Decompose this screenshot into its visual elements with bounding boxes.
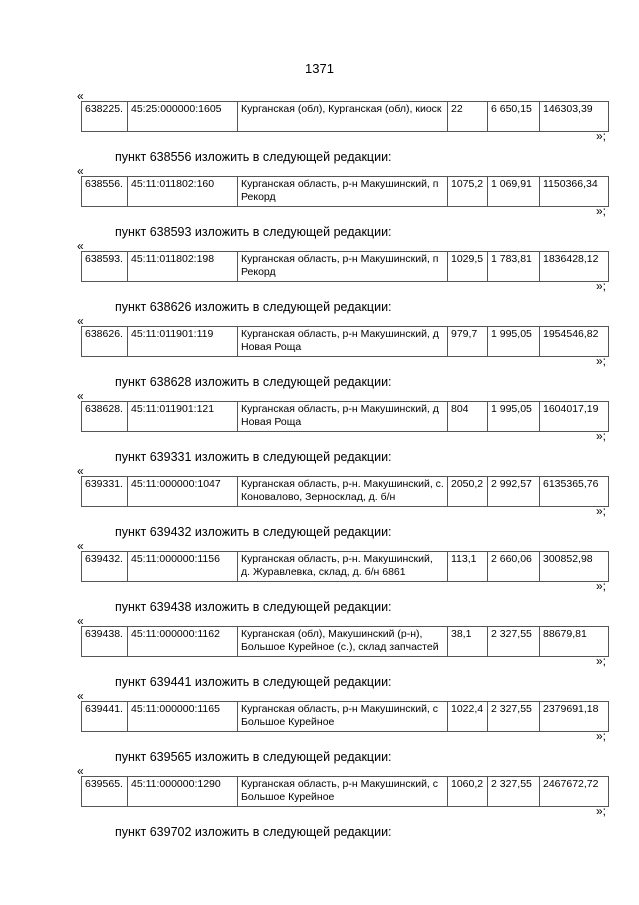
cadastral-value: 2379691,18: [540, 702, 609, 732]
cadastral-value: 1604017,19: [540, 402, 609, 432]
cadastral-value: 300852,98: [540, 552, 609, 582]
instruction-text: пункт 638556 изложить в следующей редакции:: [115, 150, 392, 164]
cadastral-value: 88679,81: [540, 627, 609, 657]
item-number: 639432.: [82, 552, 128, 582]
item-number: 638556.: [82, 177, 128, 207]
table-row: [82, 627, 609, 657]
entry-block: [0, 164, 639, 239]
item-number: 639438.: [82, 627, 128, 657]
cadastral-value: 6135365,76: [540, 477, 609, 507]
open-quote: «: [77, 464, 84, 478]
item-number: 639441.: [82, 702, 128, 732]
record-table: [81, 776, 609, 807]
address: Курганская область, р-н Макушинский, с Большое Курейное: [238, 702, 448, 732]
entry-block: [0, 539, 639, 614]
cadastral-number: 45:11:000000:1162: [128, 627, 238, 657]
area: 1029,5: [448, 252, 488, 282]
address: Курганская область, р-н Макушинский, д Новая Роща: [238, 327, 448, 357]
close-quote: »;: [596, 804, 607, 818]
rate: 1 069,91: [488, 177, 540, 207]
cadastral-number: 45:25:000000:1605: [128, 102, 238, 132]
close-quote: »;: [596, 429, 607, 443]
entry-block: [0, 239, 639, 314]
record-table: [81, 476, 609, 507]
cadastral-number: 45:11:011802:160: [128, 177, 238, 207]
close-quote: »;: [596, 729, 607, 743]
table-row: [82, 477, 609, 507]
entry-block: [0, 614, 639, 689]
area: 38,1: [448, 627, 488, 657]
open-quote: «: [77, 389, 84, 403]
record-table: [81, 626, 609, 657]
record-table: [81, 551, 609, 582]
open-quote: «: [77, 614, 84, 628]
item-number: 639565.: [82, 777, 128, 807]
page-number: 1371: [305, 61, 334, 76]
record-table: [81, 401, 609, 432]
open-quote: «: [77, 539, 84, 553]
cadastral-number: 45:11:011802:198: [128, 252, 238, 282]
cadastral-number: 45:11:000000:1047: [128, 477, 238, 507]
instruction-text: пункт 639702 изложить в следующей редакции:: [115, 825, 392, 839]
open-quote: «: [77, 689, 84, 703]
area: 804: [448, 402, 488, 432]
entry-block: [0, 389, 639, 464]
rate: 2 992,57: [488, 477, 540, 507]
close-quote: »;: [596, 279, 607, 293]
address: Курганская область, р-н Макушинский, д Новая Роща: [238, 402, 448, 432]
area: 1060,2: [448, 777, 488, 807]
instruction-text: пункт 639331 изложить в следующей редакции:: [115, 450, 392, 464]
cadastral-number: 45:11:000000:1165: [128, 702, 238, 732]
record-table: [81, 326, 609, 357]
instruction-text: пункт 638626 изложить в следующей редакции:: [115, 300, 392, 314]
address: Курганская (обл), Курганская (обл), киоск: [238, 102, 448, 132]
cadastral-value: 1836428,12: [540, 252, 609, 282]
cadastral-number: 45:11:011901:121: [128, 402, 238, 432]
item-number: 638225.: [82, 102, 128, 132]
instruction-text: пункт 639432 изложить в следующей редакции:: [115, 525, 392, 539]
rate: 2 327,55: [488, 702, 540, 732]
record-table: [81, 176, 609, 207]
address: Курганская область, р-н. Макушинский, с. Коновалово, Зерносклад, д. б/н: [238, 477, 448, 507]
record-table: [81, 701, 609, 732]
close-quote: »;: [596, 354, 607, 368]
table-row: [82, 252, 609, 282]
address: Курганская область, р-н Макушинский, п Рекорд: [238, 177, 448, 207]
item-number: 638628.: [82, 402, 128, 432]
area: 22: [448, 102, 488, 132]
cadastral-value: 2467672,72: [540, 777, 609, 807]
close-quote: »;: [596, 579, 607, 593]
record-table: [81, 251, 609, 282]
rate: 2 327,55: [488, 627, 540, 657]
close-quote: »;: [596, 129, 607, 143]
rate: 1 995,05: [488, 402, 540, 432]
cadastral-number: 45:11:000000:1156: [128, 552, 238, 582]
rate: 1 995,05: [488, 327, 540, 357]
close-quote: »;: [596, 204, 607, 218]
address: Курганская (обл), Макушинский (р-н), Большое Курейное (с.), склад запчастей: [238, 627, 448, 657]
entry-block: [0, 314, 639, 389]
address: Курганская область, р-н Макушинский, с Большое Курейное: [238, 777, 448, 807]
area: 113,1: [448, 552, 488, 582]
entry-block: [0, 89, 639, 164]
item-number: 638593.: [82, 252, 128, 282]
instruction-text: пункт 638628 изложить в следующей редакции:: [115, 375, 392, 389]
entry-block: [0, 764, 639, 839]
cadastral-value: 146303,39: [540, 102, 609, 132]
area: 979,7: [448, 327, 488, 357]
instruction-text: пункт 639441 изложить в следующей редакции:: [115, 675, 392, 689]
rate: 6 650,15: [488, 102, 540, 132]
rate: 2 660,06: [488, 552, 540, 582]
table-row: [82, 777, 609, 807]
close-quote: »;: [596, 504, 607, 518]
cadastral-number: 45:11:011901:119: [128, 327, 238, 357]
cadastral-number: 45:11:000000:1290: [128, 777, 238, 807]
rate: 2 327,55: [488, 777, 540, 807]
item-number: 638626.: [82, 327, 128, 357]
entry-block: [0, 689, 639, 764]
cadastral-value: 1954546,82: [540, 327, 609, 357]
table-row: [82, 702, 609, 732]
open-quote: «: [77, 764, 84, 778]
address: Курганская область, р-н. Макушинский, д. Журавлевка, склад, д. б/н 6861: [238, 552, 448, 582]
open-quote: «: [77, 164, 84, 178]
table-row: [82, 327, 609, 357]
table-row: [82, 102, 609, 132]
table-row: [82, 402, 609, 432]
cadastral-value: 1150366,34: [540, 177, 609, 207]
area: 1075,2: [448, 177, 488, 207]
item-number: 639331.: [82, 477, 128, 507]
instruction-text: пункт 639565 изложить в следующей редакции:: [115, 750, 392, 764]
record-table: [81, 101, 609, 132]
instruction-text: пункт 638593 изложить в следующей редакции:: [115, 225, 392, 239]
address: Курганская область, р-н Макушинский, п Рекорд: [238, 252, 448, 282]
area: 2050,2: [448, 477, 488, 507]
open-quote: «: [77, 239, 84, 253]
open-quote: «: [77, 89, 84, 103]
open-quote: «: [77, 314, 84, 328]
entry-block: [0, 464, 639, 539]
table-row: [82, 552, 609, 582]
rate: 1 783,81: [488, 252, 540, 282]
table-row: [82, 177, 609, 207]
instruction-text: пункт 639438 изложить в следующей редакции:: [115, 600, 392, 614]
area: 1022,4: [448, 702, 488, 732]
close-quote: »;: [596, 654, 607, 668]
